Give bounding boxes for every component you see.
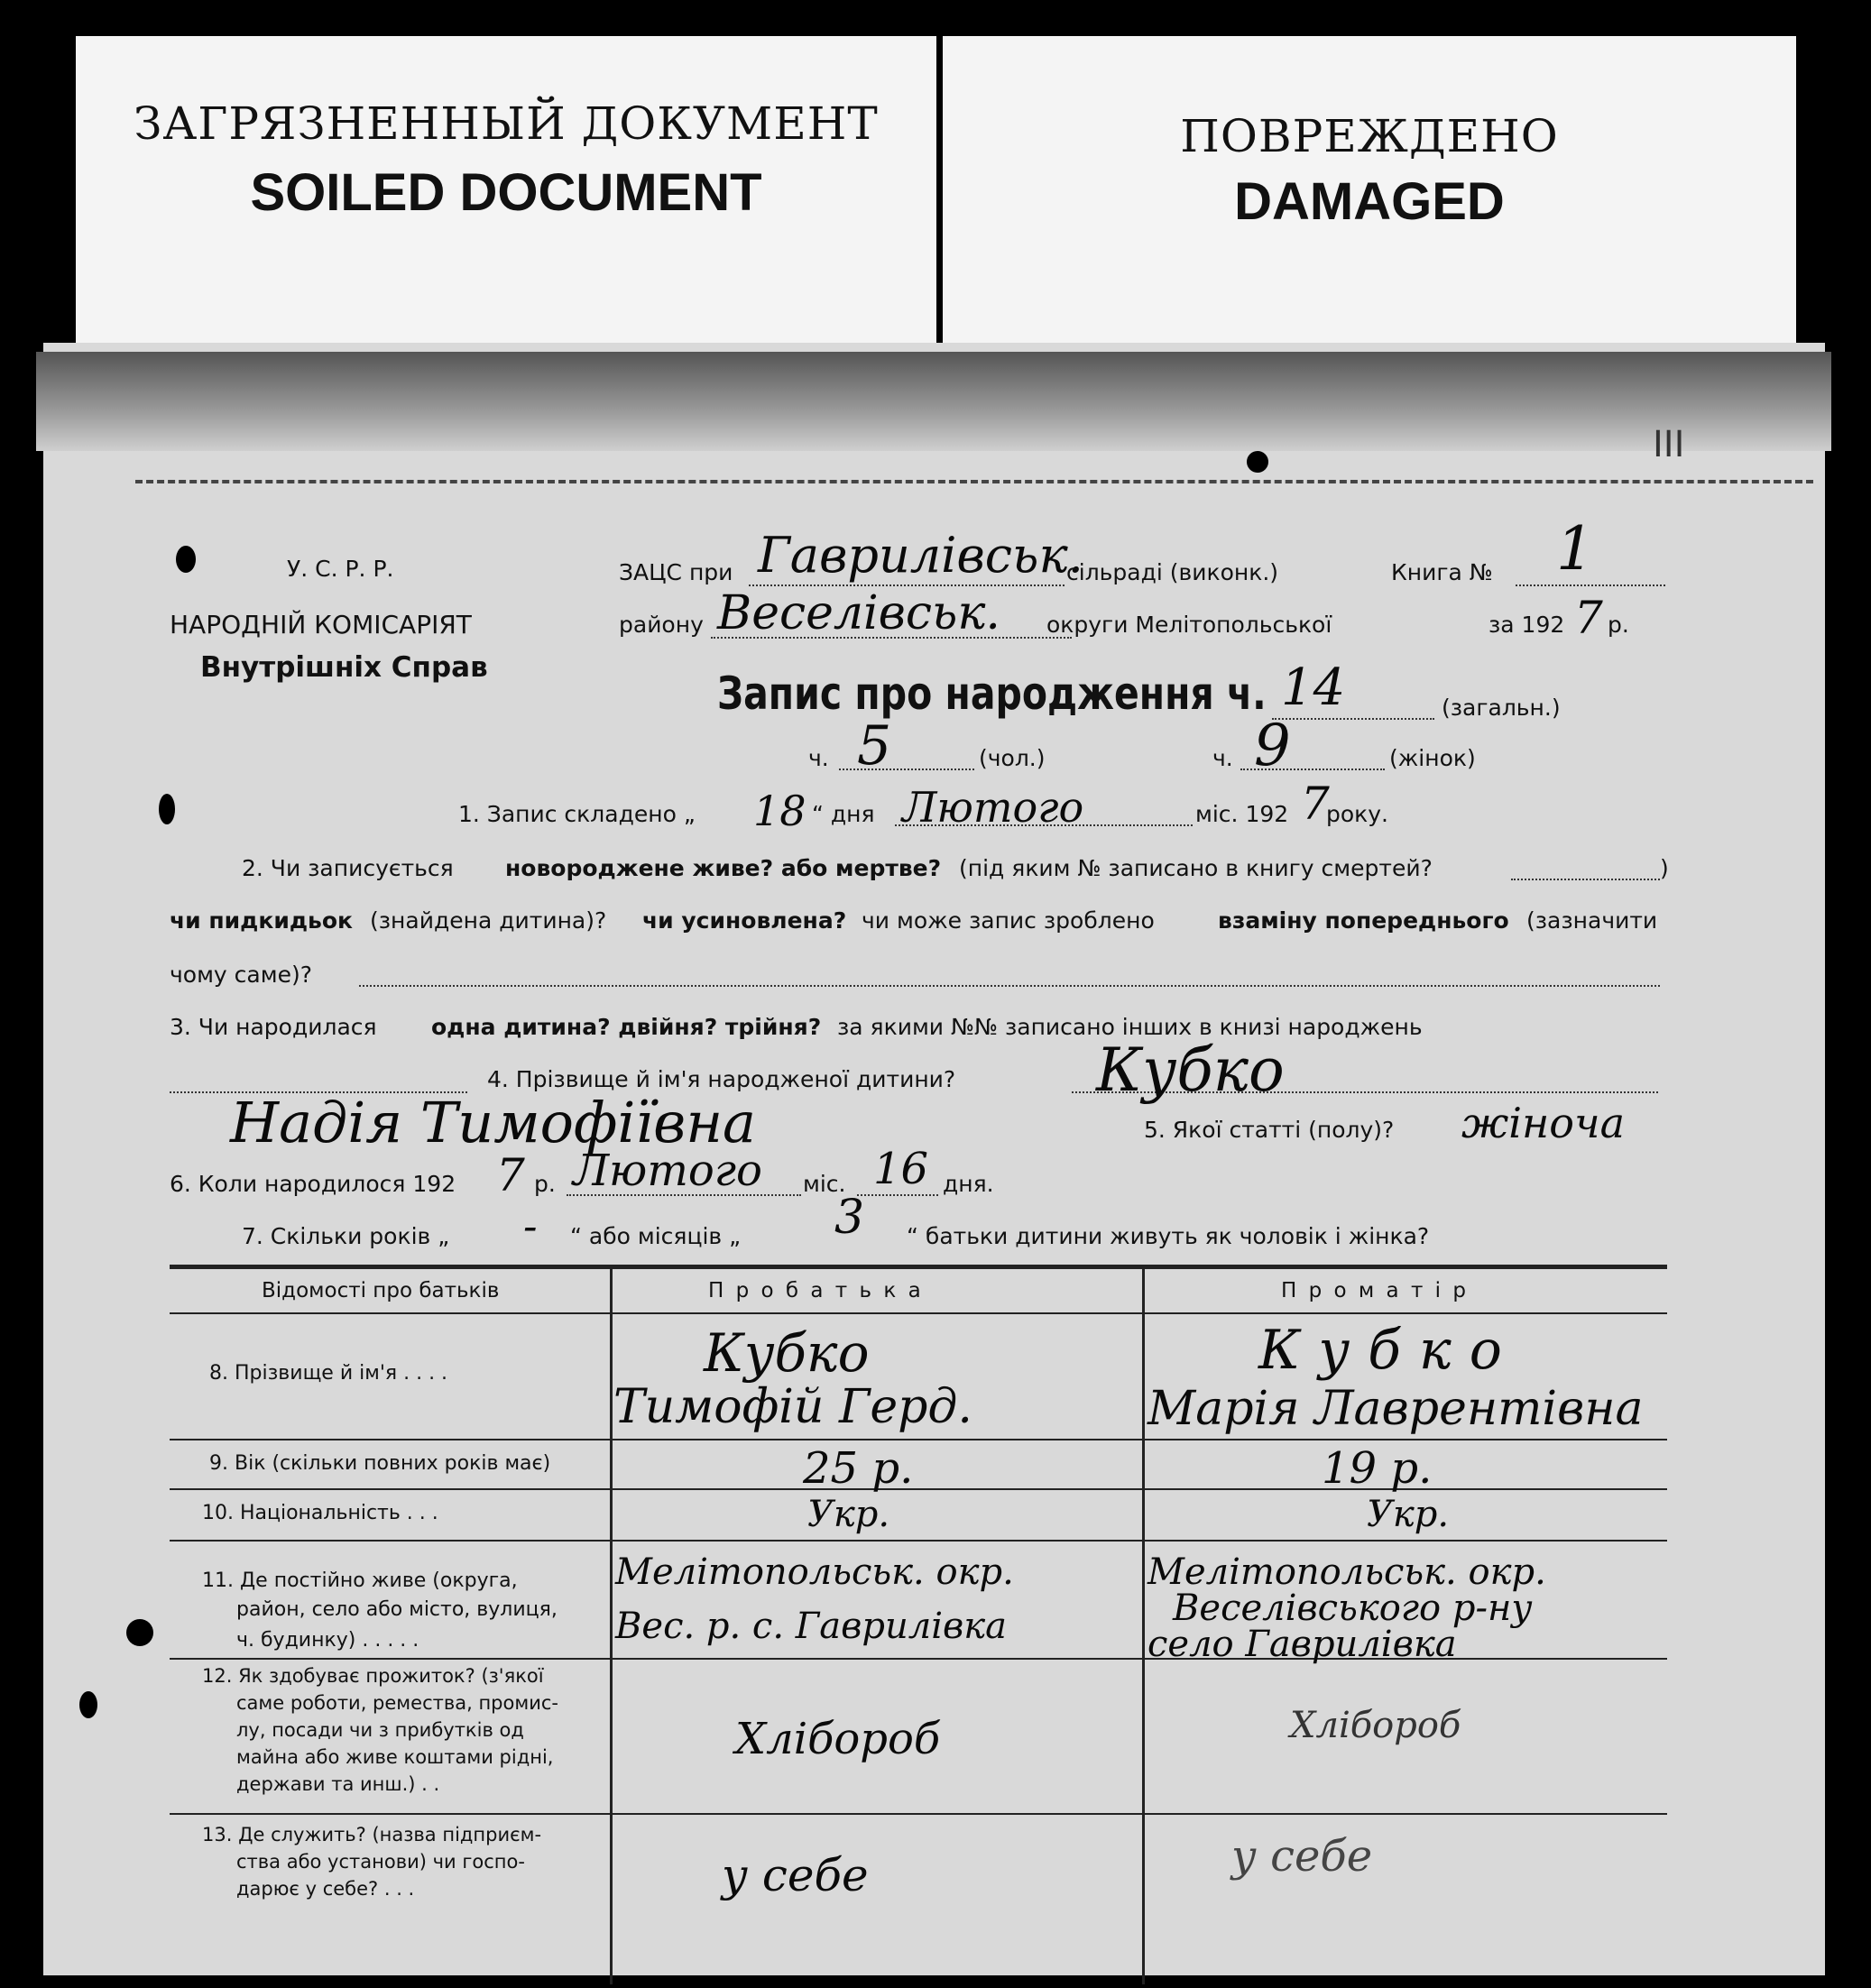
punch-hole xyxy=(79,1691,97,1718)
year-label: за 192 xyxy=(1489,612,1565,638)
item1-year-hw: 7 xyxy=(1301,778,1330,830)
item7-prefix: 7. Скільки років „ xyxy=(242,1223,450,1249)
table-head-mother: П р о м а т і р xyxy=(1281,1279,1469,1302)
item2-c: (під яким № записано в книгу смертей? xyxy=(959,855,1433,881)
item6-month-hw: Лютого xyxy=(573,1146,762,1196)
table-head-father: П р о б а т ь к а xyxy=(708,1279,924,1302)
item4-label: 4. Прізвище й ім'я народженої дитини? xyxy=(487,1066,956,1092)
usrr-label: У. С. Р. Р. xyxy=(287,556,394,582)
row8-father-surname-hw: Кубко xyxy=(704,1322,870,1384)
male-count-hw: 5 xyxy=(857,714,892,778)
item2-reason-line xyxy=(359,985,1660,987)
record-number-line xyxy=(1272,718,1434,720)
item7-mid: “ або місяців „ xyxy=(570,1223,742,1249)
female-label: (жінок) xyxy=(1389,745,1476,771)
row11-label-c: ч. будинку) . . . . . xyxy=(236,1629,419,1652)
row9-mother-age-hw: 19 р. xyxy=(1322,1443,1433,1494)
table-col-divider-1 xyxy=(610,1267,613,1984)
ministry-label: Внутрішніх Справ xyxy=(200,651,488,684)
row13-father-work-hw: у себе xyxy=(722,1849,869,1901)
row13-label-b: ства або установи) чи госпо- xyxy=(236,1851,525,1873)
table-head-rule xyxy=(170,1312,1667,1314)
row12-father-occ-hw: Хлібороб xyxy=(735,1714,941,1764)
year-suffix: р. xyxy=(1608,612,1629,638)
row8-mother-name-hw: Марія Лаврентівна xyxy=(1147,1382,1644,1436)
item1-prefix: 1. Запис складено „ xyxy=(458,801,696,827)
row8-father-name-hw: Тимофій Герд. xyxy=(613,1380,972,1434)
row12-mother-occ-hw: Хлібороб xyxy=(1290,1705,1461,1746)
item6-year-hw: 7 xyxy=(496,1149,525,1201)
table-row-rule xyxy=(170,1439,1667,1440)
punch-hole xyxy=(1247,451,1268,473)
item4-surname-hw: Кубко xyxy=(1096,1035,1285,1105)
item6-end: дня. xyxy=(943,1171,994,1197)
damaged-label-card xyxy=(943,36,1796,361)
raion-label: району xyxy=(619,612,704,638)
table-col-divider-2 xyxy=(1142,1267,1145,1984)
row11-mother-addr2-hw: Веселівського р-ну xyxy=(1173,1588,1533,1629)
row13-mother-work-hw: у себе xyxy=(1231,1831,1373,1882)
item1-day-hw: 18 xyxy=(753,787,806,835)
perforation-line xyxy=(135,480,1813,483)
item2-death-line xyxy=(1511,879,1660,880)
male-prefix: ч. xyxy=(808,745,829,771)
item6-prefix: 6. Коли народилося 192 xyxy=(170,1171,456,1197)
item2-j: (зазначити xyxy=(1526,907,1658,934)
item1-end: року. xyxy=(1326,801,1389,827)
soiled-label-en: SOILED DOCUMENT xyxy=(250,163,762,222)
item7-months-hw: 3 xyxy=(834,1191,865,1245)
soiled-label-card xyxy=(76,36,936,361)
table-row-rule xyxy=(170,1540,1667,1542)
row11-mother-addr1-hw: Мелітопольськ. окр. xyxy=(1147,1551,1546,1593)
female-prefix: ч. xyxy=(1212,745,1233,771)
soiled-label-ru: ЗАГРЯЗНЕННЫЙ ДОКУМЕНТ xyxy=(134,97,879,150)
commissariat-label: НАРОДНІЙ КОМІСАРІЯТ xyxy=(170,610,472,640)
item2-f: (знайдена дитина)? xyxy=(370,907,607,934)
item3-c: за якими №№ записано інших в книзі народжень xyxy=(837,1014,1423,1040)
item2-i: взаміну попереднього xyxy=(1218,907,1509,934)
item2-b: новороджене живе? або мертве? xyxy=(505,855,942,881)
item6-day-line xyxy=(857,1194,938,1196)
total-label: (загальн.) xyxy=(1442,695,1561,721)
row11-label-a: 11. Де постійно живе (округа, xyxy=(202,1569,518,1592)
row10-father-nat-hw: Укр. xyxy=(807,1494,890,1535)
zags-village-hw: Гаврилівськ. xyxy=(758,527,1083,584)
item1-mid: “ дня xyxy=(812,801,875,827)
row8-label: 8. Прізвище й ім'я . . . . xyxy=(209,1362,448,1385)
item1-month-hw: Лютого xyxy=(902,783,1084,832)
item2-a: 2. Чи записується xyxy=(242,855,454,881)
record-title: Запис про народження ч. xyxy=(717,667,1267,720)
book-label: Книга № xyxy=(1391,559,1493,585)
item2-d: ) xyxy=(1660,855,1669,881)
item2-g: чи усиновлена? xyxy=(642,907,847,934)
record-number-hw: 14 xyxy=(1281,658,1346,717)
zags-suffix: сільраді (виконк.) xyxy=(1066,559,1279,585)
table-head-parents: Відомості про батьків xyxy=(262,1279,500,1302)
row8-mother-surname-hw: Кубко xyxy=(1258,1319,1520,1382)
item3-b: одна дитина? двійня? трійня? xyxy=(431,1014,822,1040)
punch-hole xyxy=(176,546,196,573)
okrug-label: округи Мелітопольської xyxy=(1046,612,1332,638)
item7-years-hw: - xyxy=(523,1201,538,1250)
row11-father-addr1-hw: Мелітопольськ. окр. xyxy=(615,1551,1014,1593)
item5-label: 5. Якої статті (полу)? xyxy=(1144,1117,1395,1143)
damaged-label-ru: ПОВРЕЖДЕНО xyxy=(1180,110,1559,162)
row10-label: 10. Національність . . . xyxy=(202,1502,438,1524)
female-count-hw: 9 xyxy=(1254,713,1291,779)
row9-father-age-hw: 25 р. xyxy=(803,1443,914,1494)
table-row-rule xyxy=(170,1813,1667,1815)
row10-mother-nat-hw: Укр. xyxy=(1367,1494,1450,1535)
damaged-label-en: DAMAGED xyxy=(1234,172,1505,231)
form-shadow-top xyxy=(36,352,1831,451)
raion-hw: Веселівськ. xyxy=(717,586,1000,640)
row9-label: 9. Вік (скільки повних років має) xyxy=(209,1452,551,1475)
row12-label-a: 12. Як здобуває прожиток? (з'якої xyxy=(202,1665,544,1687)
punch-hole xyxy=(126,1619,153,1646)
row11-mother-addr3-hw: село Гаврилівка xyxy=(1147,1624,1457,1665)
item6-day-hw: 16 xyxy=(873,1144,929,1194)
book-field-line xyxy=(1516,584,1665,586)
row12-label-e: держави та инш.) . . xyxy=(236,1773,440,1795)
row11-father-addr2-hw: Вес. р. с. Гаврилівка xyxy=(615,1606,1008,1647)
year-hw: 7 xyxy=(1574,592,1603,644)
item3-a: 3. Чи народилася xyxy=(170,1014,377,1040)
margin-mark: III xyxy=(1653,424,1685,465)
item1-post: міс. 192 xyxy=(1195,801,1289,827)
row12-label-d: майна або живе коштами рідні, xyxy=(236,1746,554,1768)
table-top-rule xyxy=(170,1265,1667,1269)
punch-hole xyxy=(159,794,175,824)
item7-end: “ батьки дитини живуть як чоловік і жінка? xyxy=(907,1223,1430,1249)
male-label: (чол.) xyxy=(979,745,1046,771)
book-number-hw: 1 xyxy=(1556,514,1594,584)
item6-r: р. xyxy=(534,1171,556,1197)
item5-sex-hw: жіноча xyxy=(1461,1099,1626,1147)
row12-label-b: саме роботи, ремества, промис- xyxy=(236,1692,558,1714)
row13-label-a: 13. Де служить? (назва підприєм- xyxy=(202,1824,542,1845)
table-row-rule xyxy=(170,1488,1667,1490)
item6-mis: міс. xyxy=(803,1171,846,1197)
item2-e: чи пидкидьок xyxy=(170,907,353,934)
row11-label-b: район, село або місто, вулиця, xyxy=(236,1598,558,1621)
item2-k: чому саме)? xyxy=(170,962,312,988)
item4-name-hw: Надія Тимофіївна xyxy=(230,1090,757,1155)
row13-label-c: дарює у себе? . . . xyxy=(236,1878,415,1900)
row12-label-c: лу, посади чи з прибутків од xyxy=(236,1719,524,1741)
item2-h: чи може запис зроблено xyxy=(862,907,1155,934)
zags-prefix: ЗАЦС при xyxy=(619,559,733,585)
